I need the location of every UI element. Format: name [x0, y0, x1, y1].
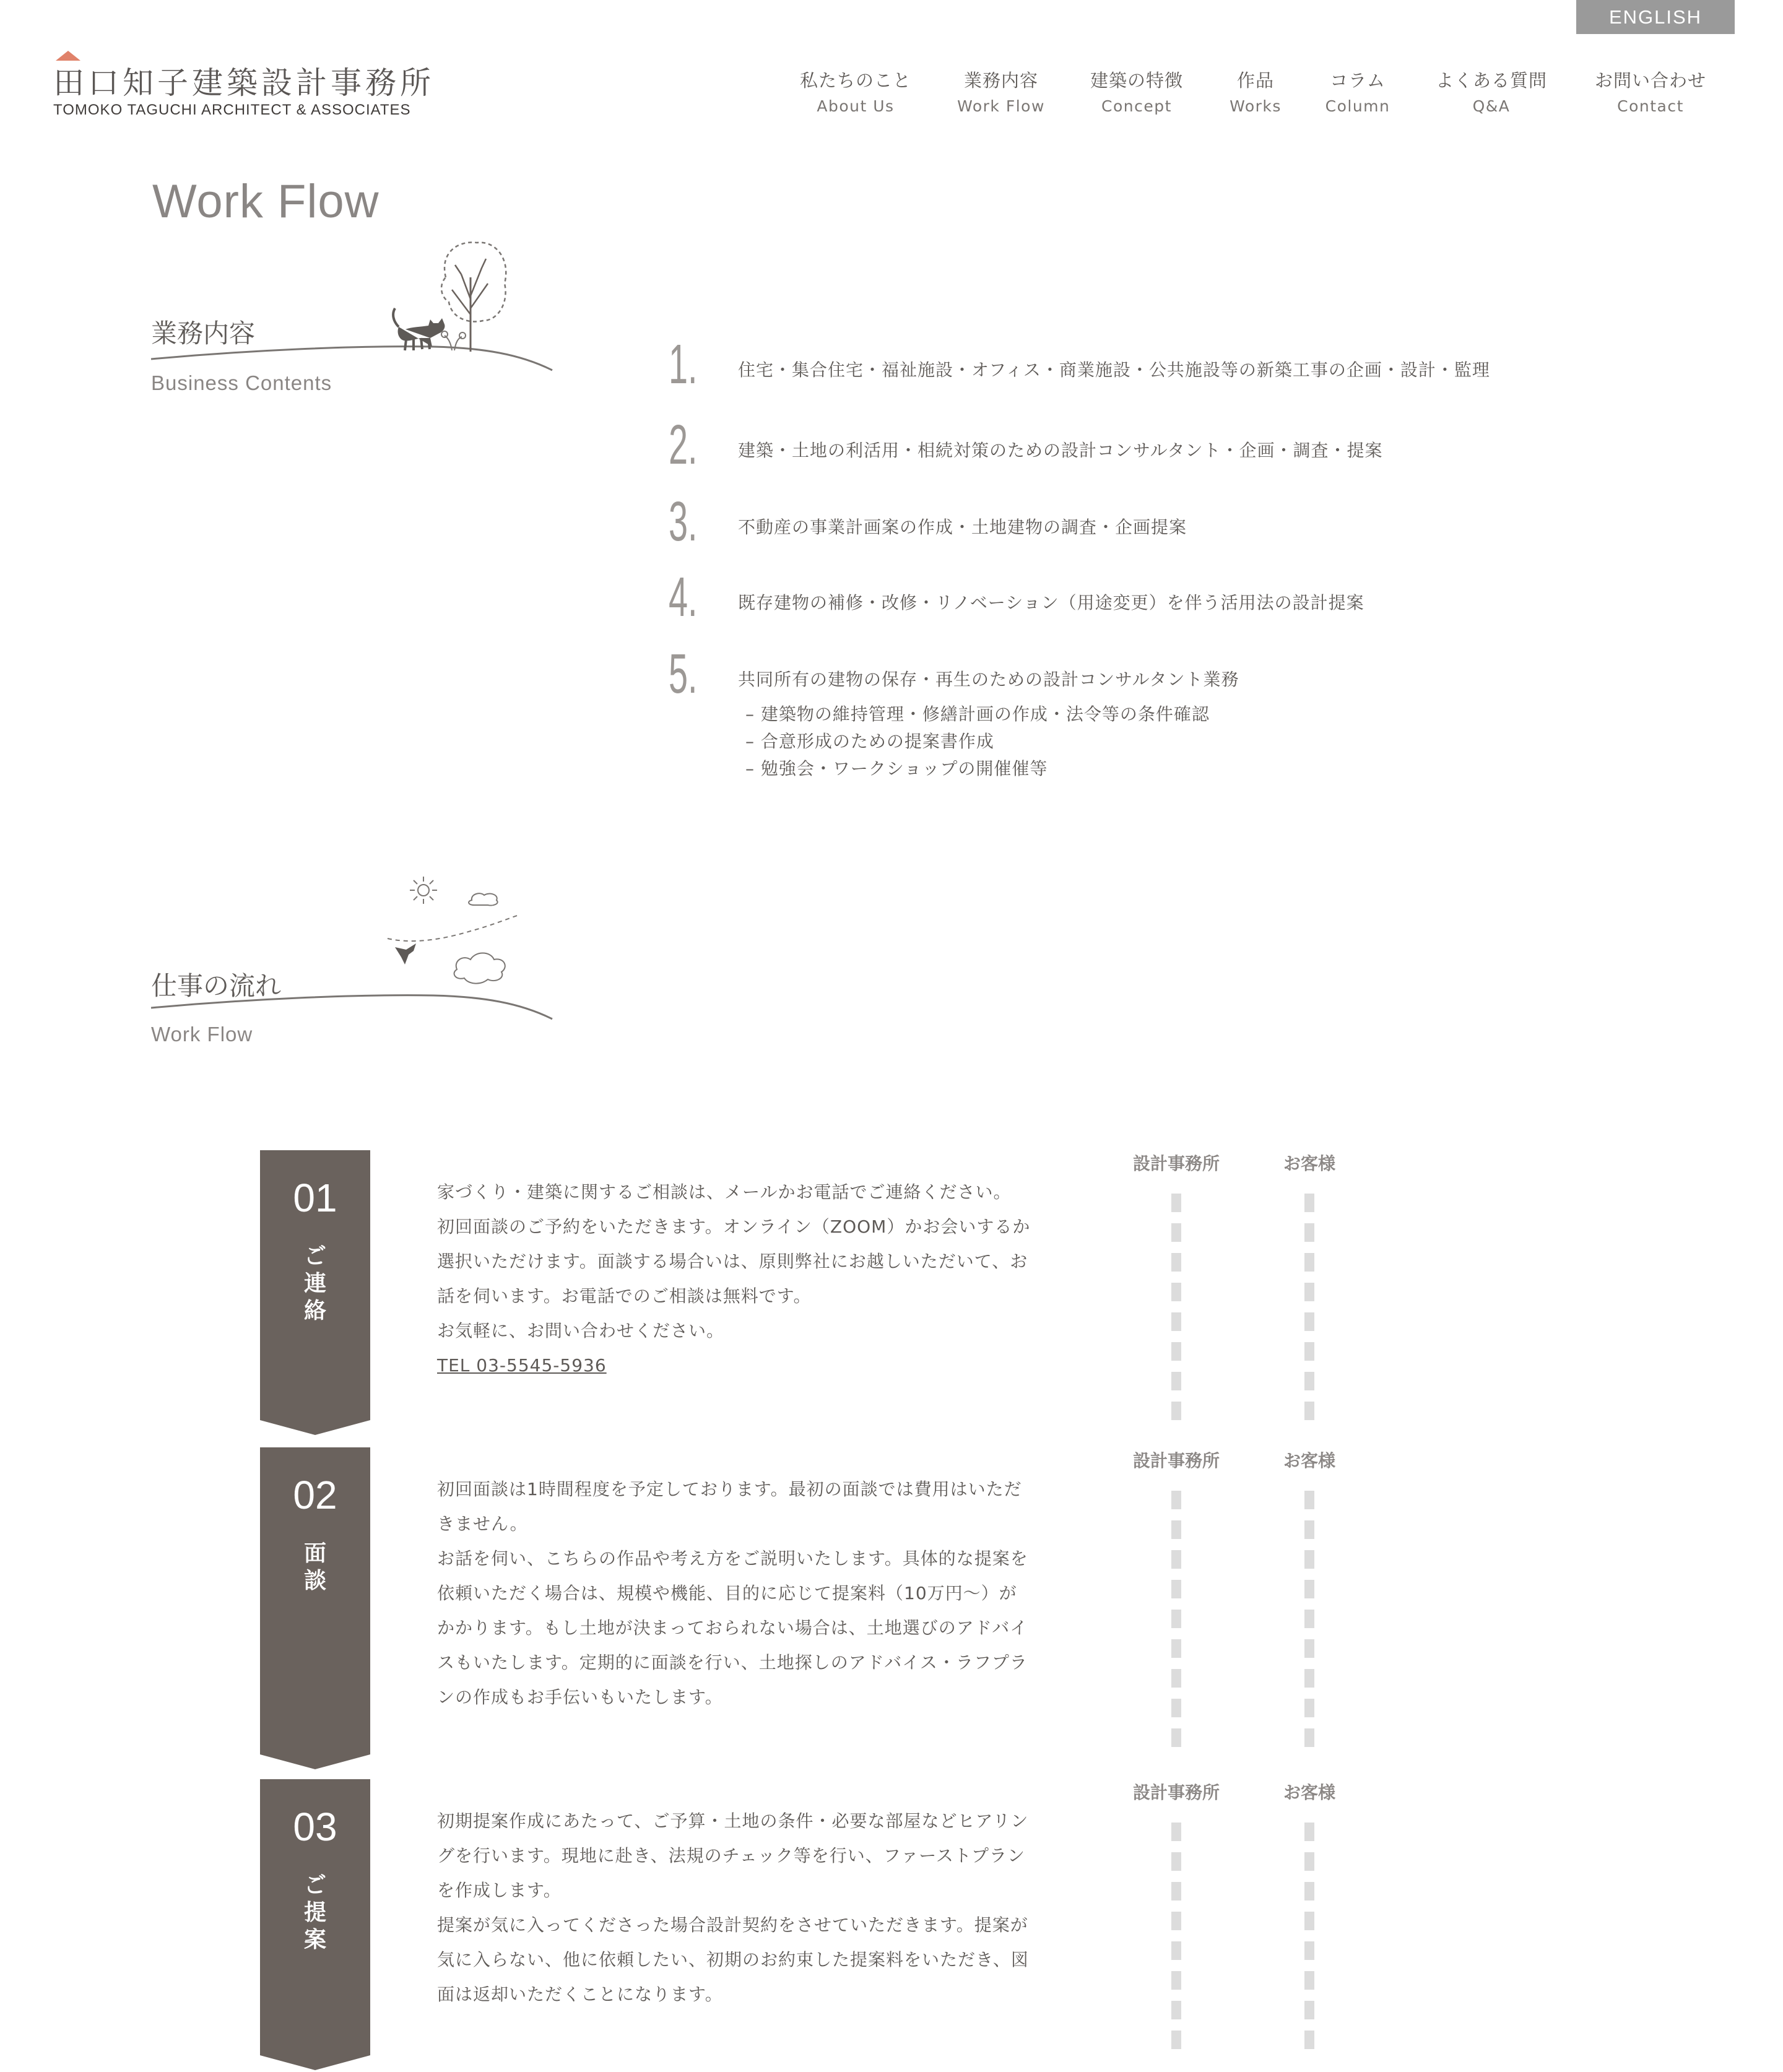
nav-works[interactable]: [1230, 67, 1282, 115]
step-line: 話を伺います。お電話でのご相談は無料です。: [437, 1286, 812, 1306]
nav-label-jp: コラム: [1330, 70, 1386, 91]
list-number: 3.: [669, 491, 698, 553]
step-line: 家づくり・建築に関するご相談は、メールかお電話でご連絡ください。: [437, 1182, 1012, 1202]
flow-step-02: [260, 1447, 1560, 1769]
list-sub-item: – 建築物の維持管理・修繕計画の作成・法令等の条件確認: [745, 704, 1210, 724]
business-heading: [151, 313, 255, 350]
step-description: [437, 1472, 1056, 1715]
nav-column[interactable]: [1325, 67, 1390, 115]
flow-step-01: [260, 1150, 1560, 1435]
nav-label-en: Contact: [1617, 97, 1684, 115]
step-label: ご 連 絡: [303, 1244, 326, 1324]
step-line: 初期提案作成にあたって、ご予算・土地の条件・必要な部屋などヒアリン: [437, 1811, 1029, 1831]
nav-label-en: About Us: [817, 97, 895, 115]
office-timeline: [1171, 1194, 1181, 1429]
list-number: 1.: [669, 334, 698, 396]
column-office-label: 設計事務所: [1132, 1450, 1220, 1471]
nav-contact[interactable]: [1595, 67, 1706, 115]
list-number: 4.: [669, 566, 698, 628]
office-timeline: [1171, 1823, 1181, 2058]
step-number: 01: [293, 1176, 337, 1220]
step-tag-arrow: [260, 1754, 370, 1769]
flow-heading: [151, 966, 281, 1003]
client-timeline: [1304, 1823, 1314, 2058]
list-sub-item: – 合意形成のための提案書作成: [745, 731, 994, 752]
step-line: ンの作成もお手伝いもいたします。: [437, 1687, 723, 1707]
business-heading-en-wrap: [151, 371, 332, 395]
step-line: スもいたします。定期的に面談を行い、土地探しのアドバイス・ラフプラ: [437, 1652, 1028, 1673]
office-timeline: [1171, 1491, 1181, 1751]
step-description: [437, 1175, 1056, 1383]
column-client-label: お客様: [1283, 1450, 1336, 1471]
flow-step-03: [260, 1779, 1560, 2070]
step-line: を作成します。: [437, 1880, 562, 1901]
client-timeline: [1304, 1194, 1314, 1429]
flow-heading-en-wrap: [151, 1023, 253, 1046]
page-title: Work Flow: [152, 175, 380, 228]
column-office-label: 設計事務所: [1132, 1782, 1220, 1803]
nav-qa[interactable]: [1436, 67, 1547, 115]
english-button[interactable]: ENGLISH: [1576, 0, 1735, 34]
step-label: 面 談: [303, 1541, 326, 1593]
column-office-label: 設計事務所: [1132, 1153, 1220, 1174]
nav-label-en: Work Flow: [957, 97, 1045, 115]
step-line: グを行います。現地に赴き、法規のチェック等を行い、ファーストプラン: [437, 1845, 1026, 1866]
tel-link[interactable]: TEL 03-5545-5936: [437, 1355, 607, 1376]
step-line: お気軽に、お問い合わせください。: [437, 1320, 725, 1341]
client-timeline: [1304, 1491, 1314, 1751]
nav-label-en: Q&A: [1472, 97, 1511, 115]
logo-jp-text: 田口知子建築設計事務所: [53, 65, 435, 101]
nav-label-jp: 業務内容: [963, 70, 1039, 91]
nav-label-jp: 私たちのこと: [799, 70, 912, 91]
step-line: かかります。もし土地が決まっておられない場合は、土地選びのアドバイ: [437, 1618, 1028, 1638]
nav-label-jp: 作品: [1236, 70, 1274, 91]
step-number: 02: [293, 1473, 337, 1517]
list-text: 共同所有の建物の保存・再生のための設計コンサルタント業務: [738, 669, 1239, 690]
step-line: 面は返却いただくことになります。: [437, 1984, 723, 2005]
list-text: 住宅・集合住宅・福祉施設・オフィス・商業施設・公共施設等の新築工事の企画・設計・監理: [738, 360, 1490, 380]
list-sub-item: – 勉強会・ワークショップの開催催等: [745, 758, 1048, 779]
tree-cat-illustration: [149, 240, 557, 376]
logo-en-text: TOMOKO TAGUCHI ARCHITECT & ASSOCIATES: [53, 102, 411, 118]
list-number: 5.: [669, 643, 698, 705]
step-description: [437, 1804, 1056, 2012]
step-label: ご 提 案: [303, 1873, 326, 1953]
step-number: 03: [293, 1805, 337, 1849]
list-text: 建築・土地の利活用・相続対策のための設計コンサルタント・企画・調査・提案: [738, 440, 1383, 461]
nav-label-en: Column: [1325, 97, 1390, 115]
nav-work-flow[interactable]: [957, 67, 1045, 115]
business-heading-jp: 業務内容: [151, 318, 256, 349]
step-line: お話を伺い、こちらの作品や考え方をご説明いたします。具体的な提案を: [437, 1548, 1028, 1569]
nav-label-en: Works: [1230, 97, 1282, 115]
nav-about-us[interactable]: [800, 67, 911, 115]
nav-label-jp: 建築の特徴: [1090, 70, 1184, 91]
column-client-label: お客様: [1283, 1153, 1336, 1174]
step-line: 初回面談は1時間程度を予定しております。最初の面談では費用はいただ: [437, 1479, 1022, 1499]
step-line: 気に入らない、他に依頼したい、初期のお約束した提案料をいただき、図: [437, 1949, 1029, 1970]
step-line: 依頼いただく場合は、規模や機能、目的に応じて提案料（10万円〜）が: [437, 1583, 1017, 1603]
step-tag-arrow: [260, 1420, 370, 1435]
step-line: 提案が気に入ってくださった場合設計契約をさせていただきます。提案が: [437, 1915, 1028, 1935]
step-line: 初回面談のご予約をいただきます。オンライン（ZOOM）かお会いするか: [437, 1216, 1031, 1237]
business-heading-en: Business Contents: [151, 371, 332, 394]
step-line: 選択いただけます。面談する場合いは、原則弊社にお越しいただいて、お: [437, 1251, 1028, 1272]
nav-label-en: Concept: [1101, 97, 1172, 115]
nav-label-jp: お問い合わせ: [1594, 70, 1707, 91]
nav-label-jp: よくある質問: [1435, 70, 1548, 91]
step-line: きません。: [437, 1514, 528, 1534]
list-text: 既存建物の補修・改修・リノベーション（用途変更）を伴う活用法の設計提案: [738, 592, 1364, 613]
flow-heading-jp: 仕事の流れ: [151, 971, 282, 1001]
flow-heading-en: Work Flow: [151, 1023, 253, 1046]
bird-sky-illustration: [149, 872, 557, 1026]
list-text: 不動産の事業計画案の作成・土地建物の調査・企画提案: [738, 517, 1187, 537]
step-tag-arrow: [260, 2055, 370, 2070]
list-number: 2.: [669, 414, 698, 476]
column-client-label: お客様: [1283, 1782, 1336, 1803]
nav-concept[interactable]: [1090, 67, 1183, 115]
